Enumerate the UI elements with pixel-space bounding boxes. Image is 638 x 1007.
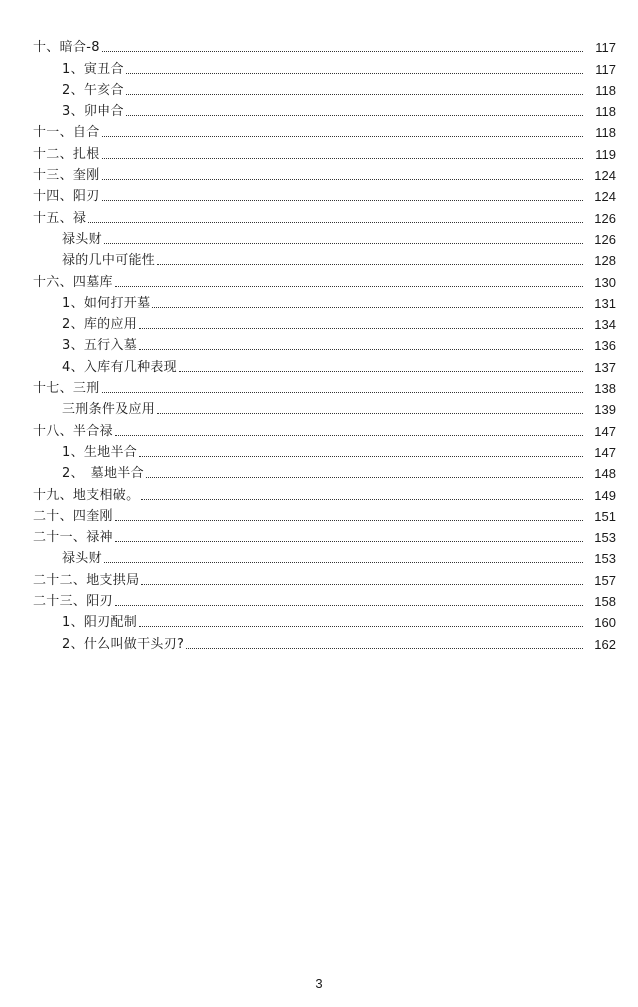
toc-entry[interactable] — [33, 353, 616, 374]
toc-entry[interactable] — [33, 439, 616, 460]
toc-leader-dots — [102, 157, 583, 159]
toc-entry-page: 157 — [594, 572, 616, 588]
toc-entry-page: 137 — [594, 359, 616, 375]
toc-leader-dots — [126, 114, 583, 116]
toc-entry-page: 147 — [594, 444, 616, 460]
toc-entry[interactable] — [33, 162, 616, 183]
toc-entry-title: 禄头财 — [62, 551, 102, 567]
toc-entry-page: 117 — [595, 40, 616, 56]
toc-leader-dots — [102, 135, 583, 137]
toc-entry[interactable] — [33, 247, 616, 268]
toc-entry-title: 4、入库有几种表现 — [62, 359, 177, 375]
toc-leader-dots — [139, 348, 583, 350]
toc-entry[interactable] — [33, 183, 616, 204]
toc-entry-title: 禄头财 — [62, 231, 102, 247]
toc-entry-page: 134 — [594, 317, 616, 333]
toc-entry-title: 2、 墓地半合 — [62, 466, 144, 482]
toc-entry-title: 2、库的应用 — [62, 317, 138, 333]
toc-entry-title: 十六、四墓库 — [33, 274, 113, 290]
toc-entry-page: 124 — [594, 168, 616, 184]
toc-leader-dots — [141, 498, 583, 500]
toc-entry[interactable] — [33, 311, 616, 332]
toc-entry-title: 禄的几中可能性 — [62, 253, 156, 269]
toc-entry-page: 149 — [594, 487, 616, 503]
toc-entry[interactable] — [33, 460, 616, 481]
toc-entry-page: 151 — [594, 508, 616, 524]
toc-leader-dots — [126, 93, 583, 95]
toc-entry[interactable] — [33, 481, 616, 502]
toc-entry-page: 117 — [595, 61, 616, 77]
toc-entry-title: 1、寅丑合 — [62, 61, 124, 77]
toc-entry-page: 118 — [595, 125, 616, 141]
toc-entry-title: 十二、扎根 — [33, 146, 100, 162]
toc-leader-dots — [115, 519, 583, 521]
toc-entry-title: 1、生地半合 — [62, 444, 138, 460]
toc-leader-dots — [102, 50, 583, 52]
toc-leader-dots — [115, 285, 583, 287]
toc-entry[interactable] — [33, 55, 616, 76]
toc-entry-page: 139 — [594, 402, 616, 418]
toc-leader-dots — [139, 455, 583, 457]
toc-entry-page: 160 — [594, 615, 616, 631]
toc-leader-dots — [139, 327, 583, 329]
toc-entry-title: 十、暗合-8 — [33, 40, 100, 56]
toc-leader-dots — [139, 625, 583, 627]
toc-entry[interactable] — [33, 503, 616, 524]
toc-entry[interactable] — [33, 630, 616, 651]
toc-leader-dots — [157, 412, 583, 414]
toc-entry[interactable] — [33, 268, 616, 289]
toc-entry-title: 1、阳刃配制 — [62, 615, 138, 631]
toc-leader-dots — [102, 178, 583, 180]
toc-entry[interactable] — [33, 204, 616, 225]
toc-entry-title: 十九、地支相破。 — [33, 487, 140, 503]
toc-leader-dots — [141, 583, 583, 585]
toc-entry[interactable] — [33, 396, 616, 417]
toc-entry[interactable] — [33, 332, 616, 353]
toc-entry-page: 126 — [594, 210, 616, 226]
toc-entry-page: 153 — [594, 530, 616, 546]
toc-entry[interactable] — [33, 375, 616, 396]
toc-leader-dots — [126, 72, 583, 74]
toc-entry-page: 148 — [594, 466, 616, 482]
toc-entry[interactable] — [33, 98, 616, 119]
toc-entry-title: 2、什么叫做干头刃? — [62, 636, 185, 652]
toc-entry-page: 118 — [595, 104, 616, 120]
toc-entry-title: 二十三、阳刃 — [33, 594, 113, 610]
toc-entry-title: 三刑条件及应用 — [62, 402, 156, 418]
toc-entry-page: 130 — [594, 274, 616, 290]
toc-entry[interactable] — [33, 226, 616, 247]
toc-entry[interactable] — [33, 545, 616, 566]
toc-entry-title: 十一、自合 — [33, 125, 100, 141]
toc-leader-dots — [104, 242, 583, 244]
toc-entry-page: 136 — [594, 338, 616, 354]
toc-leader-dots — [179, 370, 583, 372]
toc-leader-dots — [157, 263, 583, 265]
toc-leader-dots — [115, 604, 583, 606]
toc-entry-page: 128 — [594, 253, 616, 269]
toc-leader-dots — [115, 540, 583, 542]
toc-entry-title: 十八、半合禄 — [33, 423, 113, 439]
toc-entry-title: 十七、三刑 — [33, 381, 100, 397]
toc-entry-title: 二十一、禄神 — [33, 530, 113, 546]
toc-entry-page: 126 — [594, 231, 616, 247]
toc-entry-title: 十三、奎刚 — [33, 168, 100, 184]
toc-entry-title: 2、午亥合 — [62, 82, 124, 98]
toc-entry-title: 1、如何打开墓 — [62, 295, 151, 311]
toc-entry[interactable] — [33, 140, 616, 161]
toc-leader-dots — [88, 221, 583, 223]
toc-leader-dots — [152, 306, 583, 308]
toc-entry-page: 124 — [594, 189, 616, 205]
toc-leader-dots — [102, 391, 583, 393]
toc-entry[interactable] — [33, 77, 616, 98]
toc-entry[interactable] — [33, 609, 616, 630]
toc-entry-page: 119 — [595, 146, 616, 162]
toc-entry[interactable] — [33, 417, 616, 438]
toc-entry-page: 147 — [594, 423, 616, 439]
toc-entry-page: 138 — [594, 381, 616, 397]
toc-entry-title: 十五、禄 — [33, 210, 87, 226]
toc-entry[interactable] — [33, 290, 616, 311]
toc-entry[interactable] — [33, 588, 616, 609]
toc-leader-dots — [102, 199, 583, 201]
toc-leader-dots — [104, 561, 583, 563]
toc-entry[interactable] — [33, 34, 616, 55]
toc-leader-dots — [146, 476, 583, 478]
toc-entry-title: 十四、阳刃 — [33, 189, 100, 205]
toc-leader-dots — [186, 647, 583, 649]
toc-entry-page: 162 — [594, 636, 616, 652]
toc-entry-title: 二十二、地支拱局 — [33, 572, 140, 588]
toc-entry-page: 118 — [595, 82, 616, 98]
toc-entry[interactable] — [33, 524, 616, 545]
toc-entry[interactable] — [33, 566, 616, 587]
toc-entry-page: 131 — [594, 295, 616, 311]
table-of-contents — [33, 34, 616, 652]
toc-entry-title: 二十、四奎刚 — [33, 508, 113, 524]
toc-entry[interactable] — [33, 119, 616, 140]
toc-entry-page: 153 — [594, 551, 616, 567]
toc-leader-dots — [115, 434, 583, 436]
page-number: 3 — [315, 976, 323, 991]
toc-entry-title: 3、五行入墓 — [62, 338, 138, 354]
toc-entry-title: 3、卯申合 — [62, 104, 124, 120]
toc-entry-page: 158 — [594, 594, 616, 610]
